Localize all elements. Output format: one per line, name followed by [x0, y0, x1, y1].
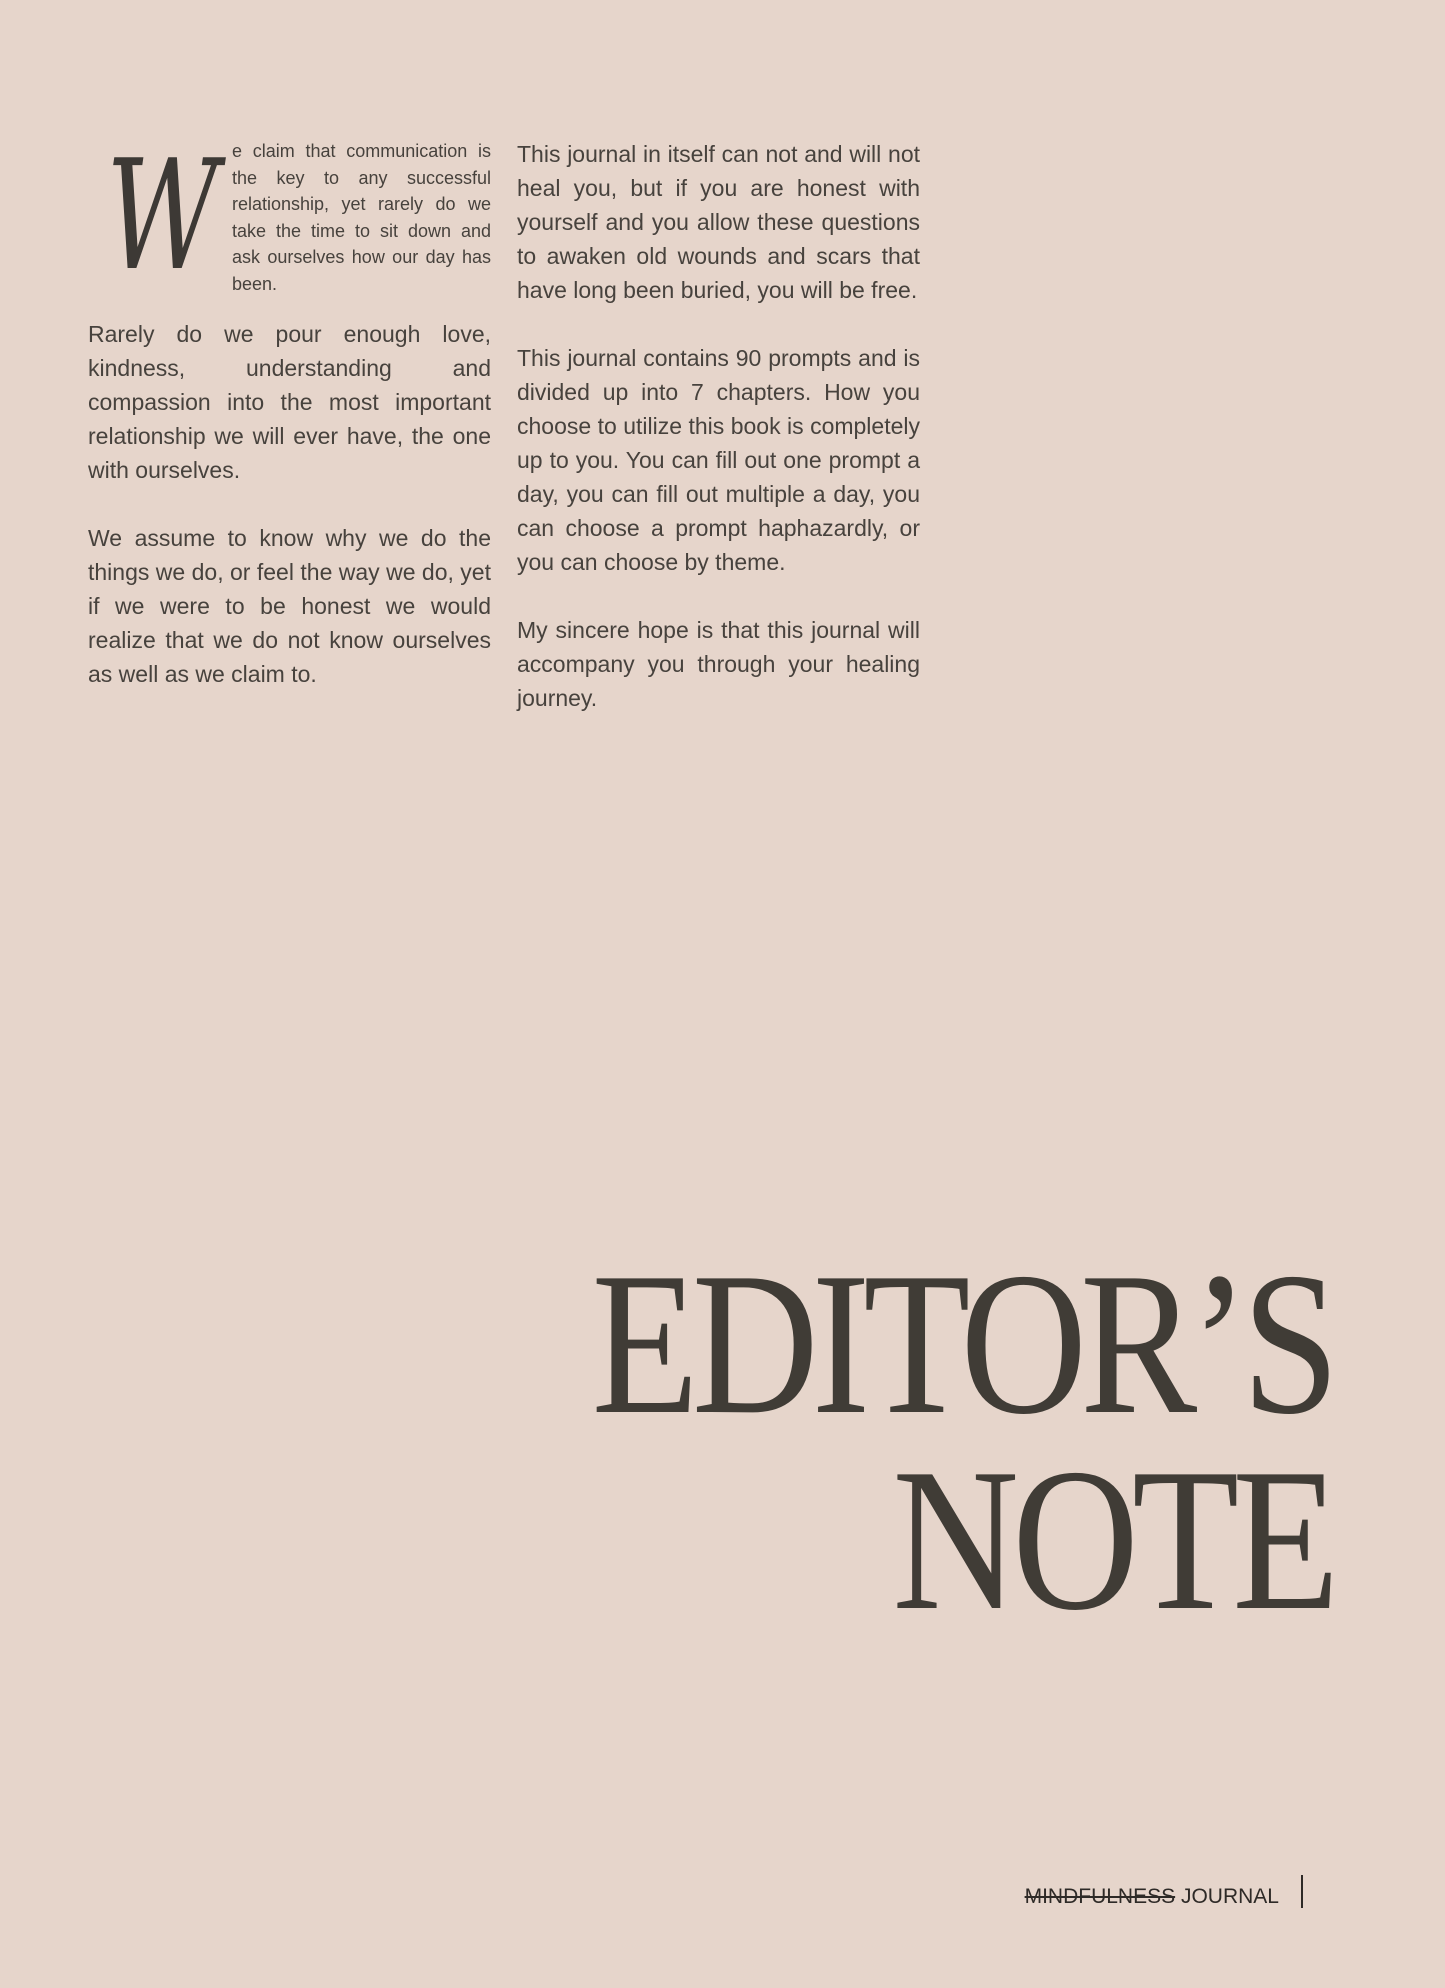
title-line-1: EDITOR’S: [592, 1231, 1333, 1457]
right-paragraph-1: This journal in itself can not and will not heal you, but if you are honest with yourself and you allow these questions to awaken old wounds and scars that have long been buried, you will be free.: [517, 141, 920, 303]
left-paragraph-2: We assume to know why we do the things we do, or feel the way we do, yet if we were to be honest we would realize that we do not know ourselves as well as we claim to.: [88, 525, 491, 687]
intro-block: [88, 127, 491, 304]
right-paragraph-3: My sincere hope is that this journal will accompany you through your healing journey.: [517, 617, 920, 711]
footer-divider: [1301, 1875, 1303, 1908]
footer-word: JOURNAL: [1180, 1885, 1279, 1908]
page-title: [471, 1231, 1333, 1653]
left-paragraph-1: Rarely do we pour enough love, kindness, understanding and compassion into the most important relationship we will ever have, the one with ourselves.: [88, 321, 491, 483]
footer-label: [1025, 1884, 1279, 1910]
drop-cap: W: [106, 127, 219, 304]
intro-text: e claim that communication is the key to any successful relationship, yet rarely do we take the time to sit down and ask ourselves how our day has been.: [232, 141, 491, 294]
title-line-2: NOTE: [892, 1427, 1333, 1653]
footer-struck-word: MINDFULNESS: [1024, 1885, 1176, 1908]
right-column: [517, 137, 920, 749]
right-paragraph-2: This journal contains 90 prompts and is divided up into 7 chapters. How you choose to utilize this book is completely up to you. You can fill out one prompt a day, you can fill out multiple a day, you can choose a prompt haphazardly, or you can choose by theme.: [517, 345, 920, 575]
left-column: [88, 127, 491, 725]
